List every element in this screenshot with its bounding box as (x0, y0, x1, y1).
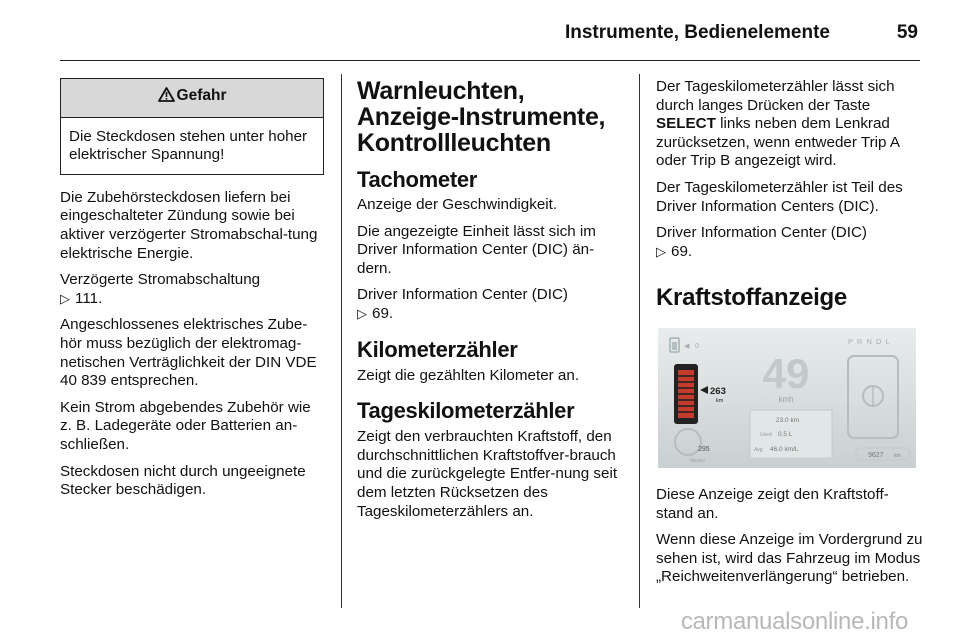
ready-label: READY (690, 457, 706, 463)
paragraph: Der Tageskilometerzähler ist Teil des Driver Information Centers (DIC). (656, 178, 903, 215)
reference-page: 111. (75, 289, 103, 307)
column-divider-2 (639, 74, 640, 608)
paragraph: Diese Anzeige zeigt den Kraftstoff-stand an. (656, 485, 889, 522)
reference-label: Verzögerte Stromabschaltung (60, 271, 261, 289)
page-ref-arrow-icon: ▷ (60, 290, 70, 306)
trip-panel (750, 410, 832, 458)
danger-box (60, 78, 324, 175)
odo-right-value: 9627 (868, 451, 884, 459)
page-header-title: Instrumente, Bedienelemente (564, 22, 830, 43)
select-key-label: SELECT (656, 115, 716, 133)
svg-text:◀: ◀ (684, 342, 690, 350)
cross-reference (357, 286, 627, 323)
reference-label: Driver Information Center (DIC) (357, 286, 568, 304)
reference-page: 69. (372, 304, 394, 322)
subsection-heading-fuel-gauge: Kraftstoffanzeige (656, 284, 847, 312)
paragraph-text: Der Tageskilometerzähler lässt sich durch langes Drücken der Taste (656, 78, 895, 114)
paragraph: Zeigt die gezählten Kilometer an. (357, 366, 580, 384)
avg-label: Avg (754, 446, 763, 453)
paragraph: Angeschlossenes elektrisches Zube-hör muss bezüglich der elektromag-netischen Verträglichkeit der DIN VDE 40 839 entsprechen. (60, 316, 317, 390)
gear-indicator: P R N D L (848, 336, 891, 346)
paragraph: Steckdosen nicht durch ungeeignete Stecker beschädigen. (60, 462, 306, 499)
range-unit: km (716, 397, 724, 404)
page-ref-arrow-icon: ▷ (357, 305, 367, 321)
range-value: 263 (710, 385, 726, 397)
paragraph-text: links neben dem Lenkrad zurücksetzen, wenn entweder Trip A oder Trip B angezeigt wird. (656, 115, 900, 170)
header-divider (60, 60, 920, 61)
speed-unit: kmh (778, 394, 794, 404)
section-heading: Warnleuchten, Anzeige-Instrumente, Kontrollleuchten (357, 77, 606, 157)
odo-right-unit: km (894, 452, 901, 459)
reference-page: 69. (671, 242, 693, 260)
instrument-cluster-image (658, 328, 916, 468)
danger-header (61, 79, 323, 118)
dash-left-top-value: 0 (695, 342, 699, 350)
paragraph: Zeigt den verbrauchten Kraftstoff, den durchschnittlichen Kraftstoffver-brauch und die zurückgelegte Entfer-nung seit dem letzten Rücksetzen des Tageskilometerzählers an. (357, 428, 618, 520)
subsection-heading-trip-odometer: Tageskilometerzähler (357, 398, 575, 424)
paragraph: Die angezeigte Einheit lässt sich im Driver Information Center (DIC) än-dern. (357, 222, 596, 277)
danger-title: Gefahr (176, 87, 227, 104)
odo-left-value: 295 (698, 445, 710, 453)
danger-text: Die Steckdosen stehen unter hoher elektrischer Spannung! (69, 127, 308, 164)
paragraph: Wenn diese Anzeige im Vordergrund zu sehen ist, wird das Fahrzeug im Modus „Reichweitenverlängerung“ betrieben. (656, 531, 923, 586)
trip-distance: 23.0 km (776, 416, 800, 424)
watermark: carmanualsonline.info (680, 608, 908, 635)
speed-value: 49 (762, 349, 810, 397)
paragraph: Kein Strom abgebendes Zubehör wie z. B. Ladegeräte oder Batterien an-schließen. (60, 398, 311, 453)
subsection-heading-odometer: Kilometerzähler (357, 336, 518, 362)
used-value: 0.5 L (778, 430, 793, 438)
page-ref-arrow-icon: ▷ (656, 243, 666, 259)
avg-value: 46.0 km/L (770, 445, 799, 453)
reference-label: Driver Information Center (DIC) (656, 224, 867, 242)
page-number: 59 (896, 22, 918, 43)
used-label: Used (760, 431, 772, 438)
warning-triangle-icon (158, 87, 175, 108)
column-left (60, 78, 326, 508)
column-divider-1 (341, 74, 342, 608)
subsection-heading-tachometer: Tachometer (357, 167, 478, 192)
column-middle (357, 78, 627, 529)
column-right (656, 78, 924, 595)
fuel-gauge-graphic (674, 364, 698, 424)
paragraph: Anzeige der Geschwindigkeit. (357, 196, 558, 213)
cross-reference (656, 224, 924, 261)
paragraph (656, 78, 924, 171)
cross-reference (60, 271, 326, 308)
paragraph: Die Zubehörsteckdosen liefern bei eingeschalteter Zündung sowie bei aktiver verzögerter Stromabschal-tung elektrische Energie. (60, 188, 318, 262)
